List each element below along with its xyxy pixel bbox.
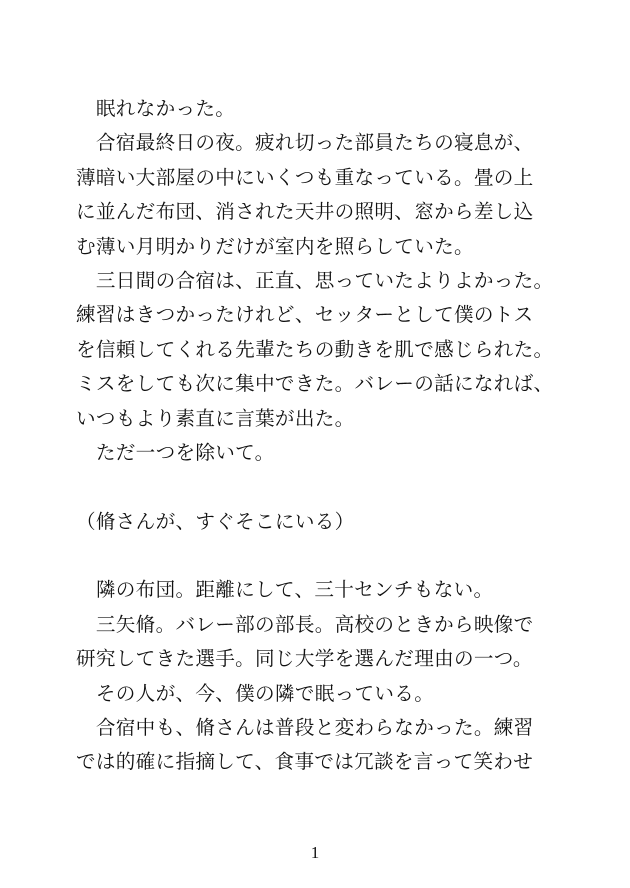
- text-line: その人が、今、僕の隣で眠っている。: [76, 681, 435, 705]
- text-line: に並んだ布団、消された天井の照明、窓から差し込: [76, 200, 534, 224]
- text-line: を信頼してくれる先輩たちの動きを肌で感じられた。: [76, 337, 554, 361]
- text-line: いつもより素直に言葉が出た。: [76, 406, 355, 430]
- text-line: 三日間の合宿は、正直、思っていたよりよかった。: [76, 268, 554, 292]
- text-line: 眠れなかった。: [76, 97, 236, 120]
- page-number: 1: [310, 843, 320, 862]
- text-line: 研究してきた選手。同じ大学を選んだ理由の一つ。: [76, 647, 533, 671]
- text-line: 合宿最終日の夜。疲れ切った部員たちの寝息が、: [76, 131, 534, 155]
- blank-line: [76, 470, 576, 504]
- text-line: ミスをしても次に集中できた。バレーの話になれば、: [76, 372, 554, 396]
- text-line: 隣の布団。距離にして、三十センチもない。: [76, 578, 494, 602]
- text-line: 練習はきつかったけれど、セッターとして僕のトス: [76, 303, 534, 327]
- text-line: 合宿中も、脩さんは普段と変わらなかった。練習: [76, 716, 534, 740]
- text-line: ただ一つを除いて。: [76, 440, 275, 464]
- text-line: 三矢脩。バレー部の部長。高校のときから映像で: [76, 612, 534, 636]
- text-line: む薄い月明かりだけが室内を照らしていた。: [76, 234, 474, 258]
- body-text: [76, 92, 576, 780]
- text-line: （脩さんが、すぐそこにいる）: [76, 509, 355, 533]
- text-line: 薄暗い大部屋の中にいくつも重なっている。畳の上: [76, 165, 534, 189]
- blank-line: [76, 539, 576, 573]
- text-line: では的確に指摘して、食事では冗談を言って笑わせ: [76, 750, 534, 774]
